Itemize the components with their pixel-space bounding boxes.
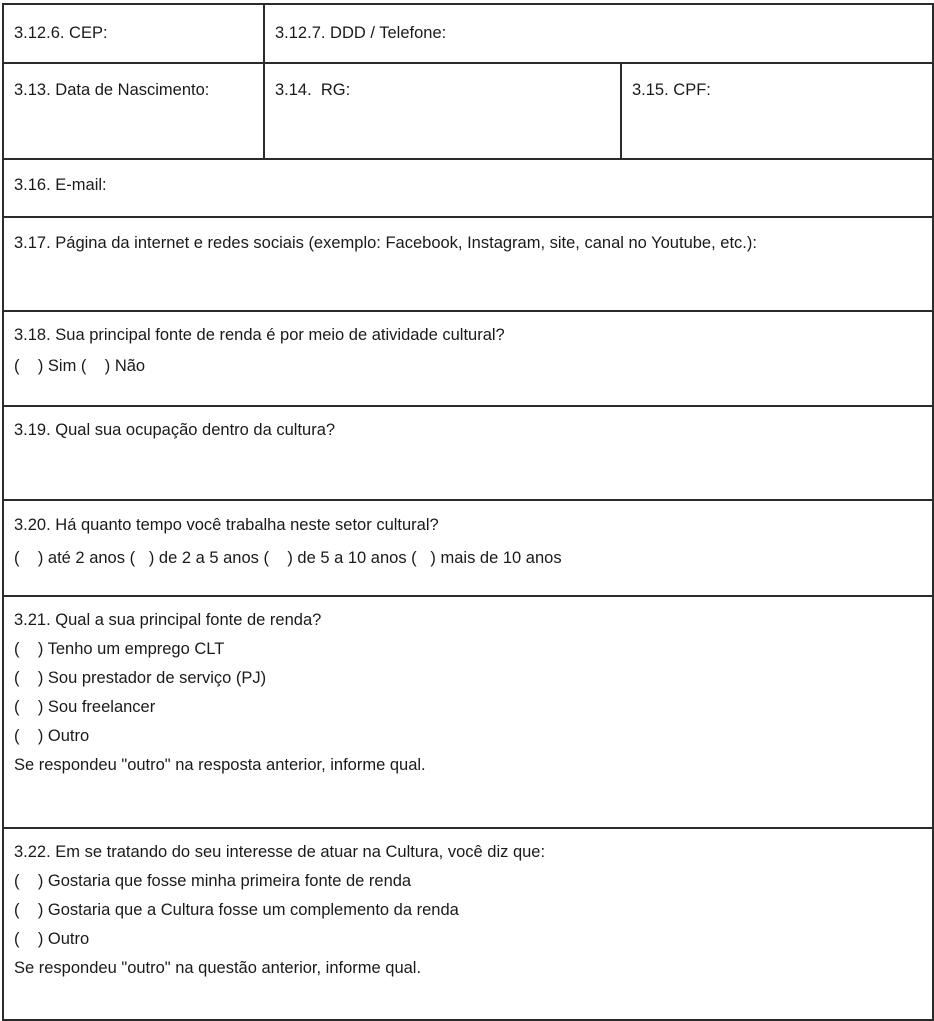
cep-label: 3.12.6. CEP: xyxy=(14,24,108,42)
q320-options xyxy=(14,544,932,573)
q318-option-nao[interactable]: ( ) Não xyxy=(76,357,146,375)
row-q319 xyxy=(4,407,932,501)
q321-option-freelancer[interactable]: ( ) Sou freelancer xyxy=(14,698,156,716)
rg-field[interactable] xyxy=(265,64,622,158)
q320-block xyxy=(4,501,932,595)
q321-block xyxy=(4,597,932,827)
row-redes-sociais xyxy=(4,218,932,312)
row-cep-telefone xyxy=(4,5,932,64)
q320-option-ate-2-anos[interactable]: ( ) até 2 anos xyxy=(14,549,125,567)
q321-option-clt[interactable]: ( ) Tenho um emprego CLT xyxy=(14,640,225,658)
q319-question: 3.19. Qual sua ocupação dentro da cultura? xyxy=(14,421,336,439)
cpf-label: 3.15. CPF: xyxy=(632,81,711,99)
telefone-label: 3.12.7. DDD / Telefone: xyxy=(275,24,447,42)
row-q320 xyxy=(4,501,932,597)
row-q321 xyxy=(4,597,932,829)
cpf-field[interactable] xyxy=(622,64,932,158)
q322-option-primeira-fonte[interactable]: ( ) Gostaria que fosse minha primeira fonte de renda xyxy=(14,872,412,890)
q321-followup: Se respondeu "outro" na resposta anterior, informe qual. xyxy=(14,756,426,774)
row-nascimento-rg-cpf xyxy=(4,64,932,160)
q318-option-sim[interactable]: ( ) Sim xyxy=(14,357,77,375)
nascimento-label: 3.13. Data de Nascimento: xyxy=(14,81,210,99)
q318-options xyxy=(14,352,932,381)
q322-question: 3.22. Em se tratando do seu interesse de atuar na Cultura, você diz que: xyxy=(14,843,546,861)
q320-option-2-a-5-anos[interactable]: ( ) de 2 a 5 anos xyxy=(124,549,259,567)
telefone-field[interactable] xyxy=(265,5,932,62)
q322-option-outro[interactable]: ( ) Outro xyxy=(14,930,90,948)
email-field[interactable] xyxy=(4,160,932,216)
q320-option-5-a-10-anos[interactable]: ( ) de 5 a 10 anos xyxy=(258,549,407,567)
q320-option-mais-de-10-anos[interactable]: ( ) mais de 10 anos xyxy=(406,549,562,567)
rg-label: 3.14. RG: xyxy=(275,81,351,99)
q319-field[interactable] xyxy=(4,407,932,499)
email-label: 3.16. E-mail: xyxy=(14,176,107,194)
q318-block xyxy=(4,312,932,405)
nascimento-field[interactable] xyxy=(4,64,265,158)
q322-followup: Se respondeu "outro" na questão anterior, informe qual. xyxy=(14,959,422,977)
q320-question: 3.20. Há quanto tempo você trabalha neste setor cultural? xyxy=(14,516,439,534)
q322-option-complemento[interactable]: ( ) Gostaria que a Cultura fosse um complemento da renda xyxy=(14,901,459,919)
q321-option-pj[interactable]: ( ) Sou prestador de serviço (PJ) xyxy=(14,669,267,687)
q321-question: 3.21. Qual a sua principal fonte de renda? xyxy=(14,611,322,629)
q322-block xyxy=(4,829,932,1019)
row-q318 xyxy=(4,312,932,407)
q318-question: 3.18. Sua principal fonte de renda é por meio de atividade cultural? xyxy=(14,326,505,344)
row-q322 xyxy=(4,829,932,1019)
redes-sociais-label: 3.17. Página da internet e redes sociais (exemplo: Facebook, Instagram, site, canal no Youtube, etc.): xyxy=(14,234,757,252)
q321-option-outro[interactable]: ( ) Outro xyxy=(14,727,90,745)
row-email xyxy=(4,160,932,218)
registration-form xyxy=(2,3,934,1021)
redes-sociais-field[interactable] xyxy=(4,218,932,310)
cep-field[interactable] xyxy=(4,5,265,62)
